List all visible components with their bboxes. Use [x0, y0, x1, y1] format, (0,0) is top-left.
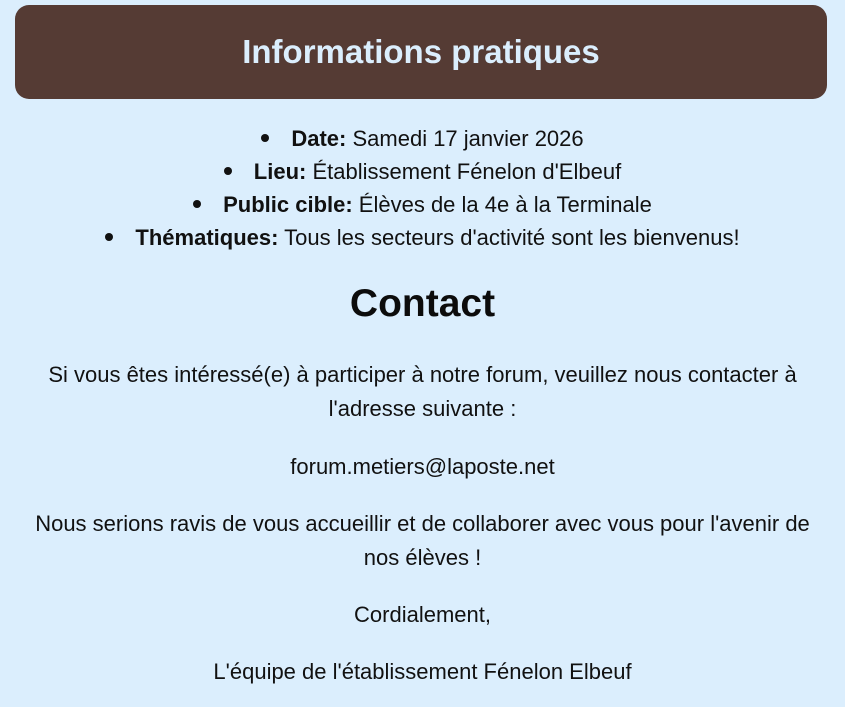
- bullet-icon: [261, 134, 269, 142]
- bullet-icon: [105, 233, 113, 241]
- info-label-lieu: Lieu:: [253, 159, 307, 184]
- contact-heading: Contact: [349, 282, 496, 325]
- info-label-public: Public cible:: [223, 192, 353, 217]
- contact-email[interactable]: forum.metiers@laposte.net: [290, 454, 555, 479]
- info-value-date: Samedi 17 janvier 2026: [346, 126, 584, 151]
- info-list: [0, 122, 845, 254]
- contact-message-text: Nous serions ravis de vous accueillir et de collaborer avec vous pour l'avenir de nos élèves !: [35, 511, 810, 570]
- bullet-icon: [224, 167, 232, 175]
- list-item-public: [0, 188, 845, 221]
- signature-text: L'équipe de l'établissement Fénelon Elbeuf: [213, 659, 632, 684]
- bullet-icon: [193, 200, 201, 208]
- contact-intro-text: Si vous êtes intéressé(e) à participer à notre forum, veuillez nous contacter à l'adresse suivante :: [48, 362, 797, 421]
- info-value-public: Élèves de la 4e à la Terminale: [352, 192, 652, 217]
- list-item-lieu: [0, 155, 845, 188]
- info-value-lieu: Établissement Fénelon d'Elbeuf: [306, 159, 622, 184]
- list-item-date: [0, 122, 845, 155]
- info-header-title: Informations pratiques: [242, 33, 600, 70]
- info-label-thematiques: Thématiques:: [135, 225, 279, 250]
- info-value-thematiques: Tous les secteurs d'activité sont les bienvenus!: [278, 225, 740, 250]
- info-header-banner: [15, 5, 827, 99]
- info-label-date: Date:: [291, 126, 347, 151]
- closing-text: Cordialement,: [354, 602, 491, 627]
- list-item-thematiques: [0, 221, 845, 254]
